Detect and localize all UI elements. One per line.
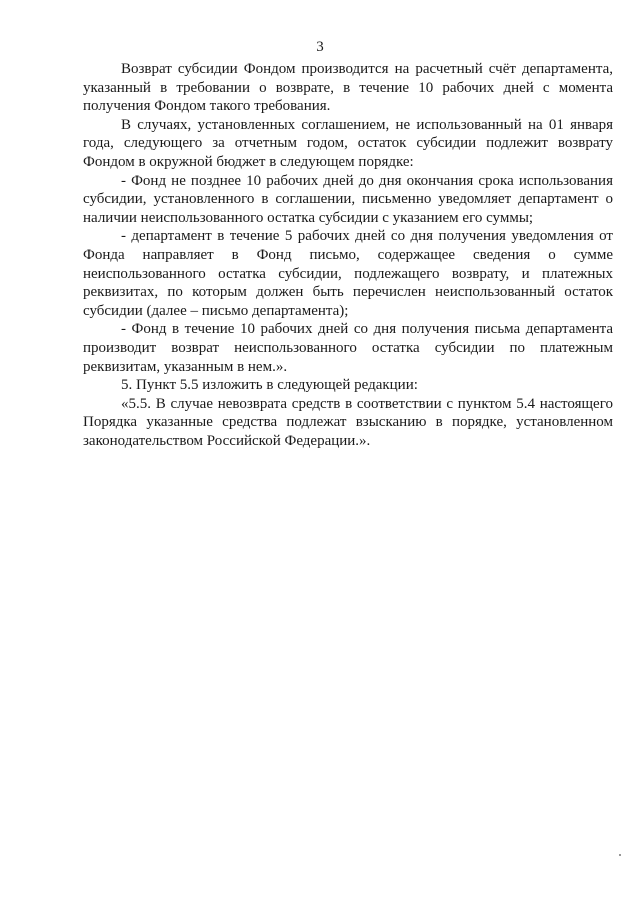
- paragraph-department-letter: - департамент в течение 5 рабочих дней со дня получения уведомления от Фонда направляет в Фонд письмо, содержащее сведения о сумме неиспользованного остатка субсидии, подлежащего возврату, и платежных реквизитах, по которым должен быть перечислен неиспользованный остаток субсидии (далее – письмо департамента);: [83, 228, 613, 319]
- paragraph-fund-notification: - Фонд не позднее 10 рабочих дней до дня окончания срока использования субсидии, установленного в соглашении, письменно уведомляет департамент о наличии неиспользованного остатка субсидии с указанием его суммы;: [83, 172, 613, 226]
- document-body: [83, 60, 613, 450]
- page-number: 3: [316, 39, 324, 55]
- paragraph-refund-procedure: В случаях, установленных соглашением, не использованный на 01 января года, следующего за отчетным годом, остаток субсидии подлежит возврату Фондом в окружной бюджет в следующем порядке:: [83, 116, 613, 170]
- paragraph-refund-account: Возврат субсидии Фондом производится на расчетный счёт департамента, указанный в требовании о возврате, в течение 10 рабочих дней с момента получения Фондом такого требования.: [83, 61, 613, 115]
- paragraph-clause-5-5-text: «5.5. В случае невозврата средств в соответствии с пунктом 5.4 настоящего Порядка указанные средства подлежат взысканию в порядке, установленном законодательством Российской Федерации.».: [83, 395, 613, 449]
- scan-speck: [619, 854, 621, 856]
- paragraph-fund-refund: - Фонд в течение 10 рабочих дней со дня получения письма департамента производит возврат неиспользованного остатка субсидии по платежным реквизитам, указанным в нем.».: [83, 321, 613, 375]
- paragraph-clause-5-5-intro: 5. Пункт 5.5 изложить в следующей редакции:: [121, 377, 418, 394]
